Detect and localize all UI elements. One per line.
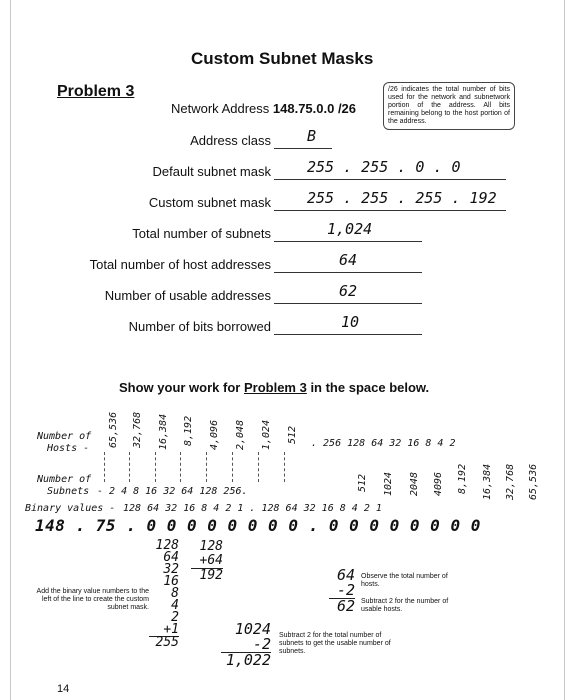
answer-bits-borrowed: 10 <box>341 313 360 331</box>
hosts-rotated-value: 512 <box>287 425 298 444</box>
field-label-address-class: Address class <box>190 133 271 148</box>
subnets-rotated-value: 2048 <box>409 471 420 496</box>
answer-total-subnets: 1,024 <box>327 220 373 238</box>
hosts-rotated-value: 1,024 <box>261 419 272 450</box>
hosts-label-line2: Hosts - <box>47 443 90 454</box>
address-binary-row: 148 . 75 . 0 0 0 0 0 0 0 0 . 0 0 0 0 0 0 0 0 <box>35 516 481 535</box>
field-label-total-subnets: Total number of subnets <box>132 226 271 241</box>
answer-total-hosts: 64 <box>339 251 358 269</box>
guide-tick <box>232 452 233 482</box>
answer-line <box>274 241 422 242</box>
subnets-rotated-value: 1024 <box>383 471 394 496</box>
field-label-custom-mask: Custom subnet mask <box>148 195 271 210</box>
answer-line <box>274 272 422 273</box>
hosts-rotated-value: 65,536 <box>108 411 119 448</box>
field-label-total-hosts: Total number of host addresses <box>89 257 271 272</box>
hosts-rotated-value: 16,384 <box>158 413 169 450</box>
binary-row-values: 128 64 32 16 8 4 2 1 . 128 64 32 16 8 4 2 1 <box>123 503 382 514</box>
guide-tick <box>206 452 207 482</box>
guide-tick <box>155 452 156 482</box>
subnets-rotated-value: 65,536 <box>528 463 539 500</box>
worksheet-page <box>10 0 565 700</box>
subnets-rotated-value: 4096 <box>433 471 444 496</box>
hosts-rotated-value: 2,048 <box>235 419 246 450</box>
subnets-rotated-value: 32,768 <box>505 463 516 500</box>
cidr-note-box: /26 indicates the total number of bits used for the network and subnetwork portion of the address. All bits remaining belong to the host portion of the address. <box>383 82 515 130</box>
hosts-rotated-value: 8,192 <box>183 415 194 446</box>
answer-line <box>274 179 506 180</box>
subnets-row-values: - 2 4 8 16 32 64 128 256. <box>97 486 248 497</box>
hosts-note-observe: Observe the total number of hosts. <box>361 573 448 588</box>
hosts-row-values: . 256 128 64 32 16 8 4 2 <box>311 438 456 449</box>
network-address-value: 148.75.0.0 /26 <box>272 101 357 116</box>
hosts-rotated-value: 4,096 <box>209 419 220 450</box>
addition-column-2: 128 +64 192 <box>191 540 223 583</box>
guide-tick <box>104 452 105 482</box>
guide-tick <box>180 452 181 482</box>
hosts-label-line1: Number of <box>37 431 92 442</box>
answer-line <box>274 334 422 335</box>
problem-label: Problem 3 <box>57 83 135 100</box>
field-label-usable-addresses: Number of usable addresses <box>104 288 271 303</box>
hosts-calculation: 64 -2 62 <box>329 568 355 614</box>
binary-label: Binary values - <box>25 503 116 514</box>
page-title: Custom Subnet Masks <box>191 49 374 68</box>
subnets-rotated-value: 512 <box>357 473 368 492</box>
work-heading: Show your work for Problem 3 in the space below. <box>119 380 430 395</box>
answer-default-mask: 255 . 255 . 0 . 0 <box>307 158 461 176</box>
subnets-label-line1: Number of <box>37 474 92 485</box>
network-address <box>171 101 356 116</box>
field-label-bits-borrowed: Number of bits borrowed <box>128 319 271 334</box>
hosts-rotated-value: 32,768 <box>132 411 143 448</box>
answer-custom-mask: 255 . 255 . 255 . 192 <box>307 189 497 207</box>
answer-line <box>274 303 422 304</box>
guide-tick <box>284 452 285 482</box>
field-label-default-mask: Default subnet mask <box>152 164 271 179</box>
answer-usable-addresses: 62 <box>339 282 358 300</box>
answer-line <box>274 210 506 211</box>
page-number: 14 <box>57 683 70 695</box>
subnets-note: Subtract 2 for the total number of subnets to get the usable number of subnets. <box>279 632 391 655</box>
addition-column-1: 128 64 32 16 8 4 2 +1 255 <box>149 540 179 649</box>
add-binary-note: Add the binary value numbers to the left of the line to create the custom subnet mask. <box>36 588 149 611</box>
subnets-rotated-value: 8,192 <box>457 463 468 494</box>
network-address-label: Network Address <box>171 101 270 116</box>
guide-tick <box>129 452 130 482</box>
subnets-rotated-value: 16,384 <box>482 463 493 500</box>
answer-address-class: B <box>307 127 317 145</box>
subnets-calculation: 1024 -2 1,022 <box>221 622 271 668</box>
subnets-label-line2: Subnets <box>47 486 90 497</box>
hosts-note-subtract: Subtract 2 for the number of usable hosts. <box>361 598 449 613</box>
guide-tick <box>258 452 259 482</box>
answer-line <box>274 148 332 149</box>
